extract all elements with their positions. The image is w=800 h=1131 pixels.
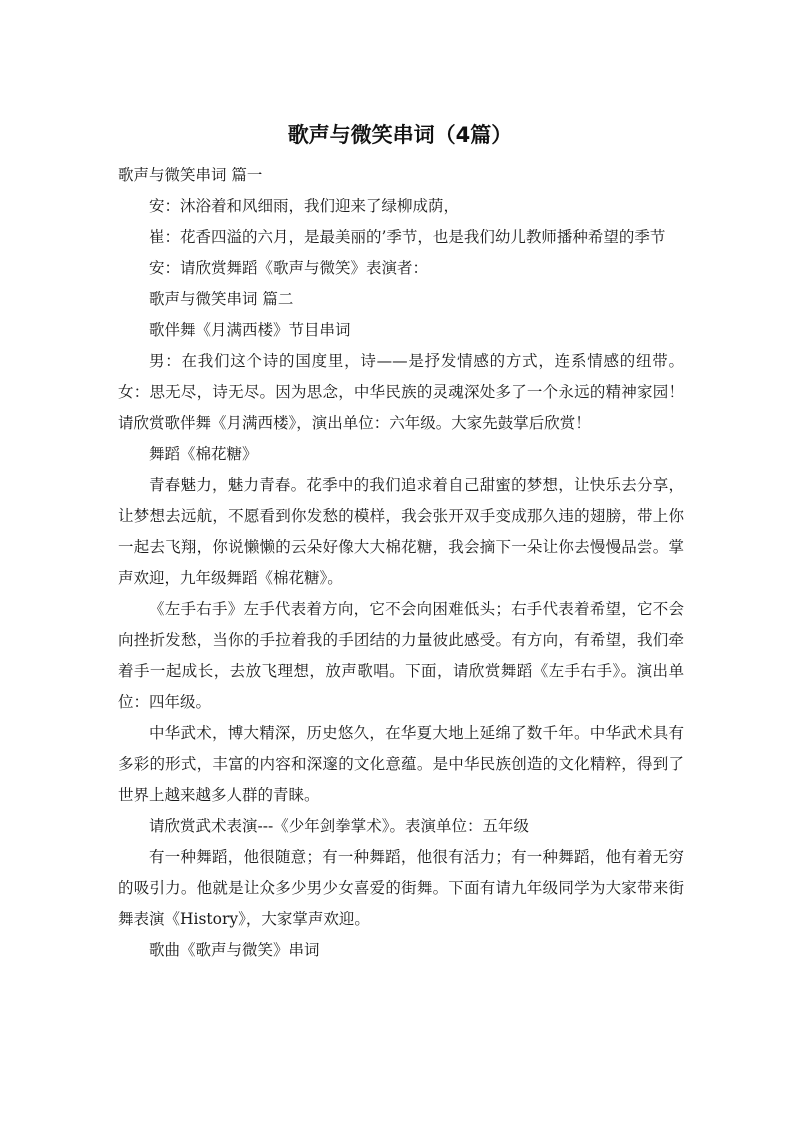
paragraph: 崔：花香四溢的六月，是最美丽的’季节，也是我们幼儿教师播种希望的季节 bbox=[149, 228, 666, 246]
paragraph: 有一种舞蹈，他很随意；有一种舞蹈，他很有活力；有一种舞蹈，他有着无穷的吸引力。他就是让众多少男少女喜爱的街舞。下面有请九年级同学为大家带来街舞表演《History》，大家掌声欢迎。 bbox=[118, 848, 684, 928]
paragraph: 安：沐浴着和风细雨，我们迎来了绿柳成荫， bbox=[149, 197, 460, 215]
paragraph: 中华武术，博大精深，历史悠久，在华夏大地上延绵了数千年。中华武术具有多彩的形式，丰富的内容和深邃的文化意蕴。是中华民族创造的文化精粹，得到了世界上越来越多人群的青睐。 bbox=[118, 724, 684, 804]
paragraph: 歌曲《歌声与微笑》串词 bbox=[149, 941, 320, 959]
paragraph: 歌伴舞《月满西楼》节目串词 bbox=[149, 321, 351, 339]
paragraph: 安：请欣赏舞蹈《歌声与微笑》表演者： bbox=[149, 259, 429, 277]
paragraph: 歌声与微笑串词 篇一 bbox=[118, 166, 263, 184]
paragraph: 歌声与微笑串词 篇二 bbox=[149, 290, 294, 308]
document-title: 歌声与微笑串词（4篇） bbox=[287, 123, 513, 147]
paragraph: 请欣赏武术表演---《少年剑拳掌术》。表演单位：五年级 bbox=[149, 817, 529, 835]
paragraph: 男：在我们这个诗的国度里，诗——是抒发情感的方式，连系情感的纽带。 女：思无尽，诗无尽。因为思念，中华民族的灵魂深处多了一个永远的精神家园！ 请欣赏歌伴舞《月满西楼》，演出单位：六年级。大家先鼓掌后欣赏！ bbox=[118, 352, 684, 432]
paragraph: 《左手右手》左手代表着方向，它不会向困难低头；右手代表着希望，它不会向挫折发愁，当你的手拉着我的手团结的力量彼此感受。有方向，有希望，我们牵着手一起成长，去放飞理想，放声歌唱。下面，请欣赏舞蹈《左手右手》。演出单位：四年级。 bbox=[118, 600, 684, 711]
paragraph: 青春魅力，魅力青春。花季中的我们追求着自己甜蜜的梦想，让快乐去分享，让梦想去远航，不愿看到你发愁的模样，我会张开双手变成那久违的翅膀，带上你一起去飞翔，你说懒懒的云朵好像大大棉花糖，我会摘下一朵让你去慢慢品尝。掌声欢迎，九年级舞蹈《棉花糖》。 bbox=[118, 476, 684, 587]
paragraph: 舞蹈《棉花糖》 bbox=[149, 445, 258, 463]
document-body bbox=[118, 160, 684, 966]
